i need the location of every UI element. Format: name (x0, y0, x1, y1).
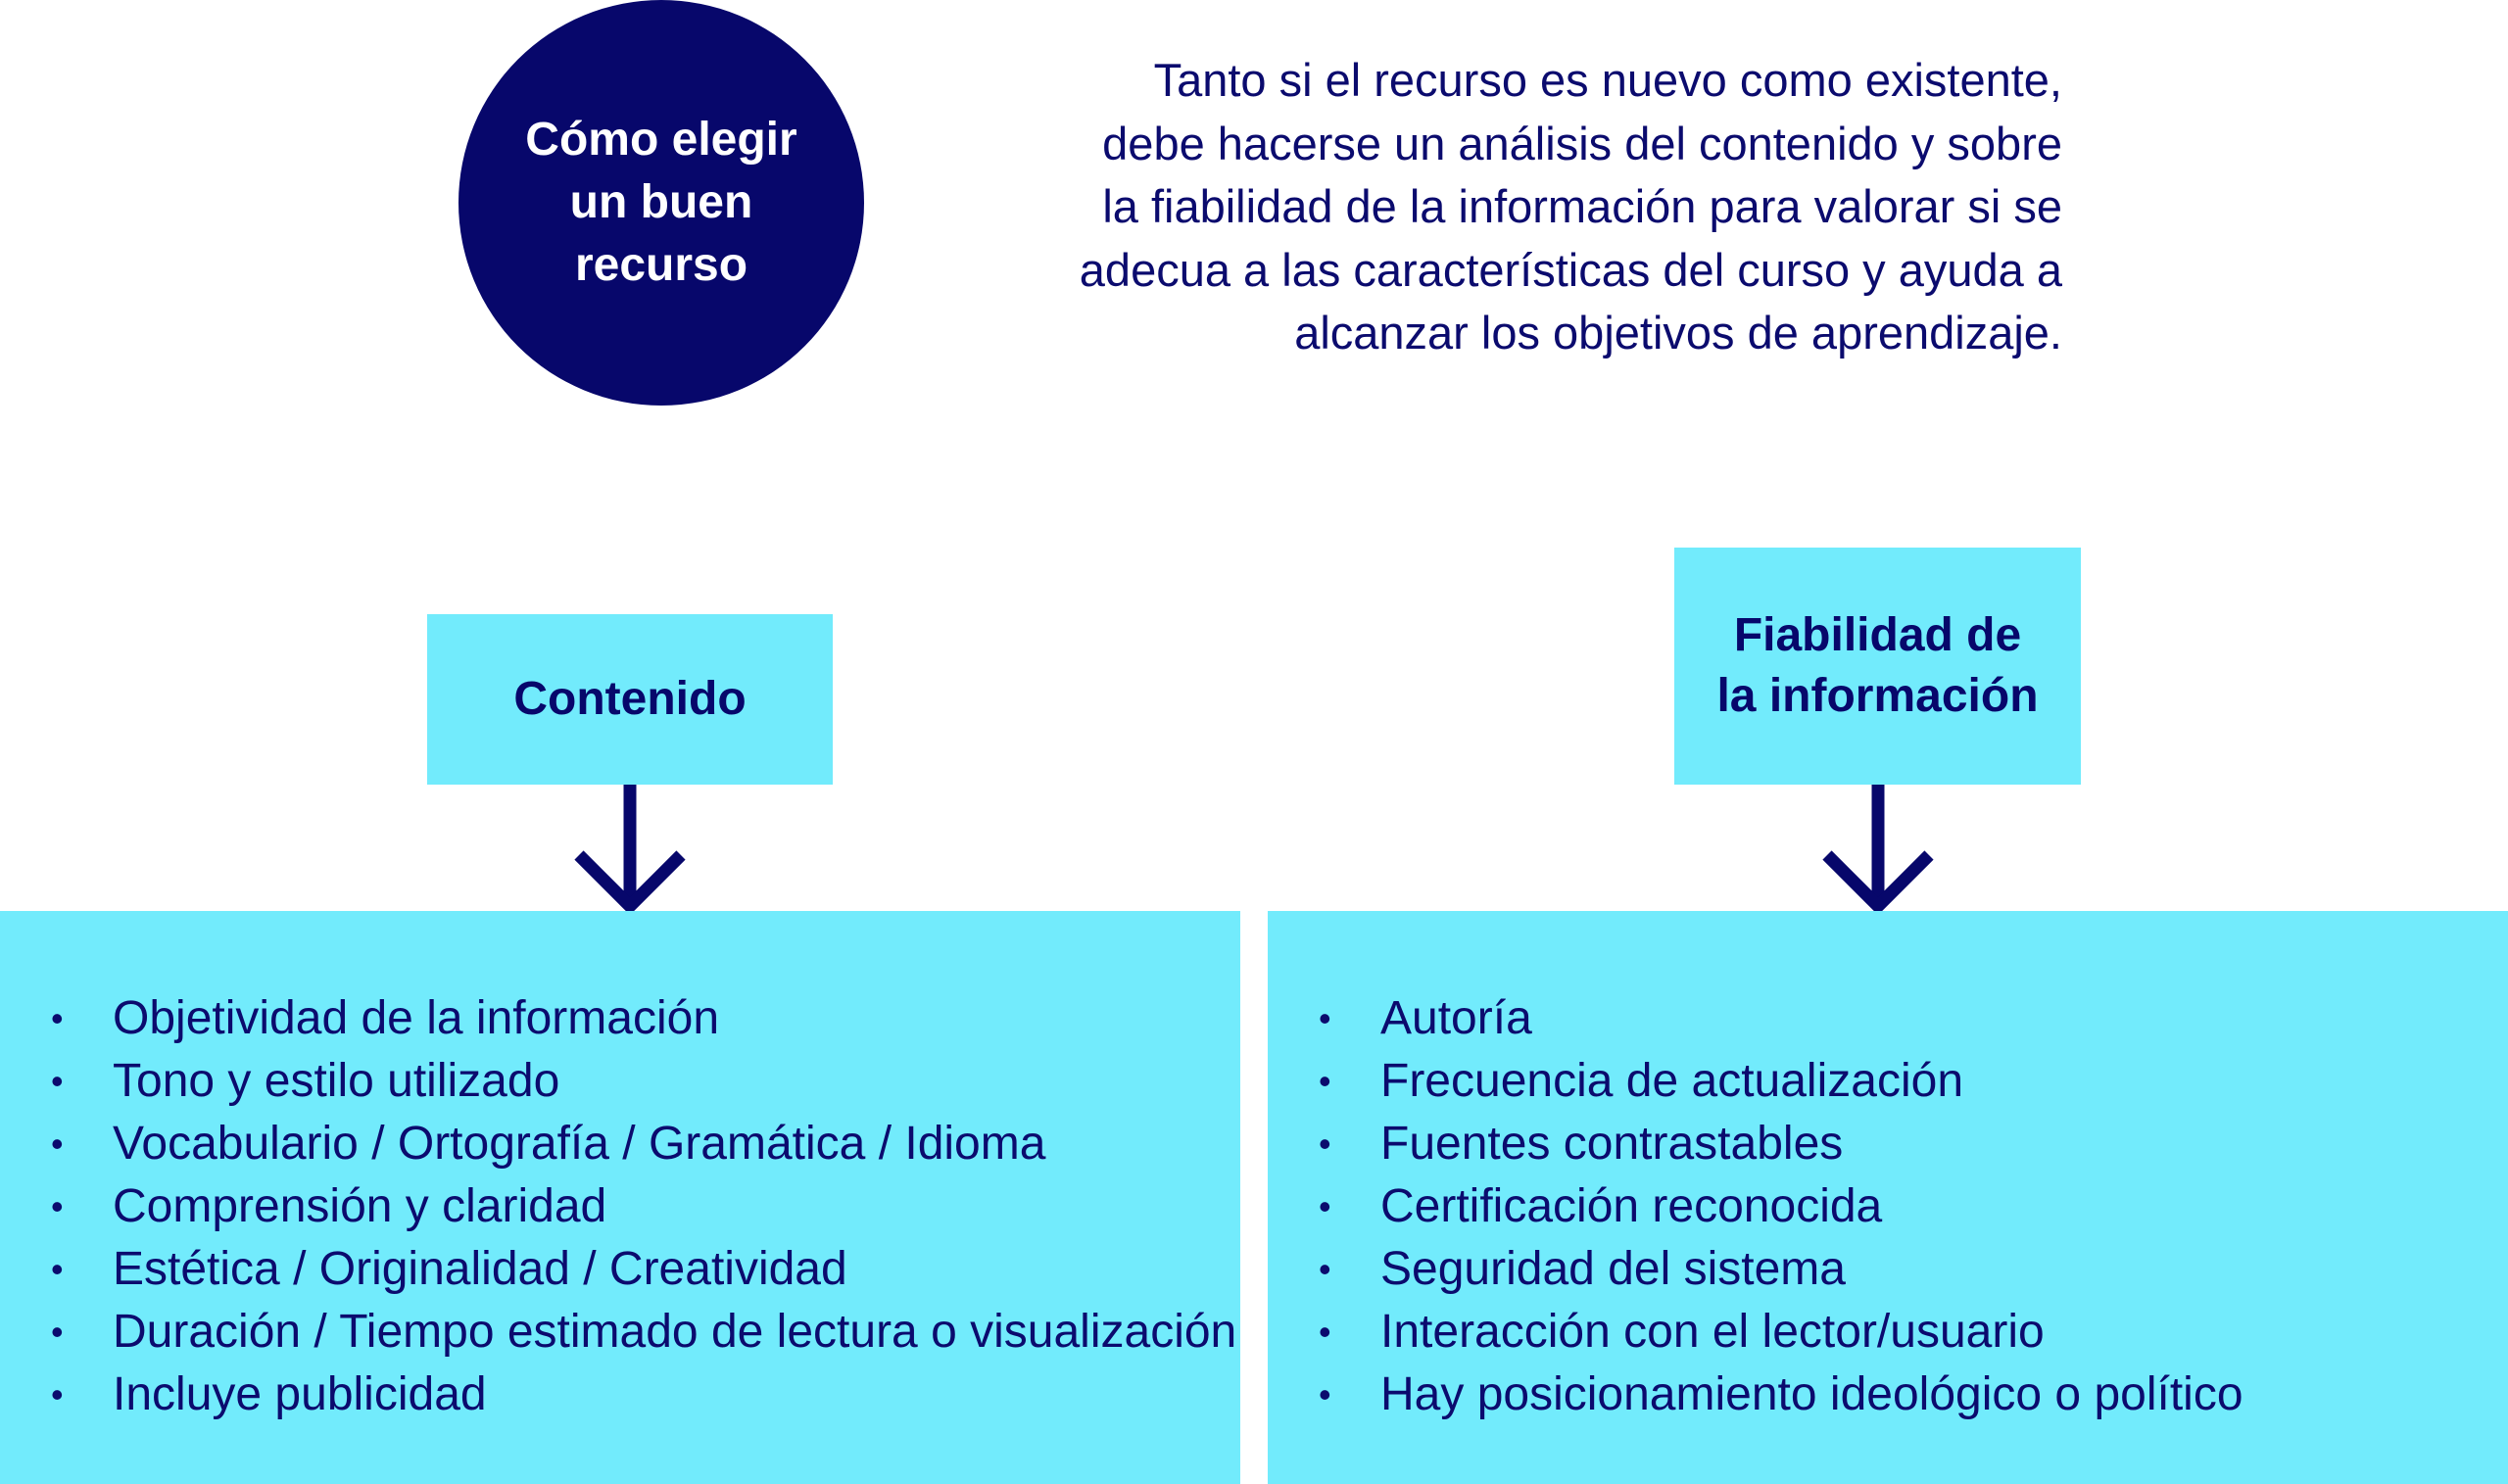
bullet-icon: • (51, 1124, 64, 1164)
arrow-down-icon (1819, 785, 1937, 912)
bullet-icon: • (1319, 1249, 1331, 1289)
bullet-icon: • (51, 1186, 64, 1226)
bullet-icon: • (51, 1061, 64, 1101)
list-item (0, 1175, 1240, 1238)
bullet-icon: • (1319, 1186, 1331, 1226)
list-item (0, 1364, 1240, 1426)
list-item (0, 1301, 1240, 1364)
bullet-icon: • (51, 1374, 64, 1414)
list-item (1268, 1113, 2508, 1175)
bullet-icon: • (1319, 1374, 1331, 1414)
contenido-label-box: Contenido (427, 614, 833, 785)
arrow-down-icon (571, 785, 689, 912)
intro-text: Tanto si el recurso es nuevo como existente, debe hacerse un análisis del contenido y sobre la fiabilidad de la información para valorar si se adecua a las características del curso y ayuda a alcanzar los objetivos de aprendizaje. (1079, 54, 2062, 359)
title-circle (458, 0, 864, 406)
contenido-criteria-panel (0, 911, 1240, 1484)
list-item-text: Duración / Tiempo estimado de lectura o visualización (113, 1306, 1237, 1358)
bullet-icon: • (51, 1249, 64, 1289)
list-item (0, 987, 1240, 1050)
fiabilidad-criteria-panel (1268, 911, 2508, 1484)
fiabilidad-criteria-list (1268, 987, 2508, 1426)
bullet-icon: • (1319, 1124, 1331, 1164)
list-item-text: Frecuencia de actualización (1380, 1055, 1964, 1107)
list-item-text: Fuentes contrastables (1380, 1118, 1844, 1170)
list-item-text: Vocabulario / Ortografía / Gramática / Idioma (113, 1118, 1046, 1170)
diagram-title: Cómo elegir un buen recurso (525, 114, 797, 291)
fiabilidad-label-box: Fiabilidad de la información (1674, 548, 2081, 785)
list-item-text: Certificación reconocida (1380, 1180, 1883, 1232)
list-item (0, 1238, 1240, 1301)
contenido-criteria-list (0, 987, 1240, 1426)
list-item-text: Estética / Originalidad / Creatividad (113, 1243, 847, 1295)
list-item (0, 1050, 1240, 1113)
list-item-text: Seguridad del sistema (1380, 1243, 1846, 1295)
bullet-icon: • (51, 1312, 64, 1352)
bullet-icon: • (1319, 998, 1331, 1038)
list-item (1268, 1238, 2508, 1301)
list-item-text: Objetividad de la información (113, 992, 720, 1044)
list-item-text: Incluye publicidad (113, 1368, 487, 1420)
list-item-text: Autoría (1380, 992, 1532, 1044)
list-item-text: Hay posicionamiento ideológico o político (1380, 1368, 2243, 1420)
bullet-icon: • (1319, 1312, 1331, 1352)
list-item (0, 1113, 1240, 1175)
list-item (1268, 1364, 2508, 1426)
list-item-text: Tono y estilo utilizado (113, 1055, 560, 1107)
list-item (1268, 1050, 2508, 1113)
list-item (1268, 1301, 2508, 1364)
bullet-icon: • (51, 998, 64, 1038)
list-item-text: Comprensión y claridad (113, 1180, 607, 1232)
bullet-icon: • (1319, 1061, 1331, 1101)
list-item-text: Interacción con el lector/usuario (1380, 1306, 2045, 1358)
list-item (1268, 1175, 2508, 1238)
list-item (1268, 987, 2508, 1050)
